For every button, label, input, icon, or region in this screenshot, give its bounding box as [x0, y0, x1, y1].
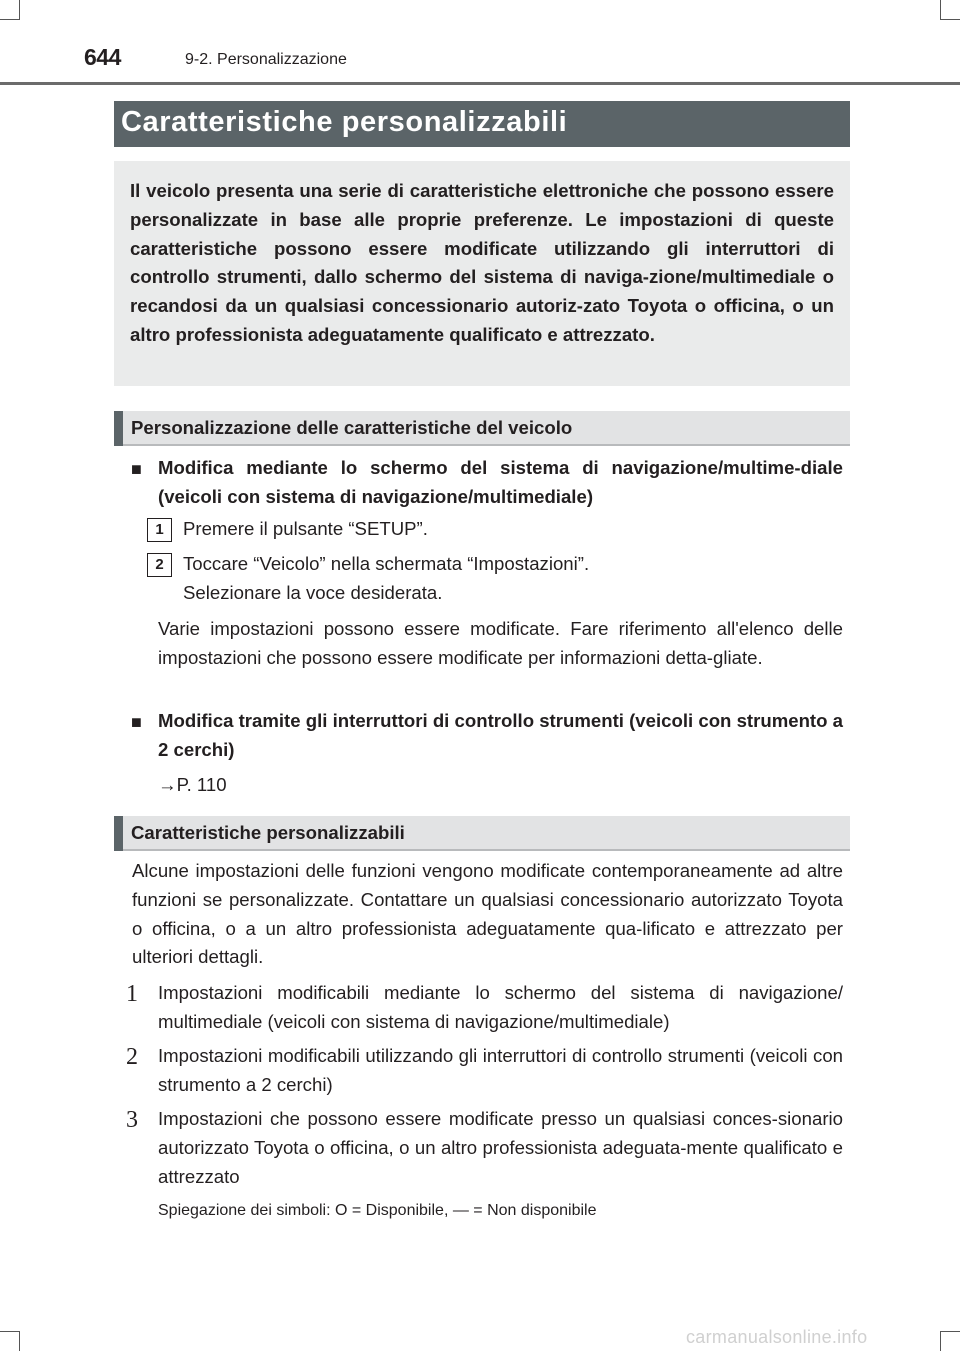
intro-box	[114, 161, 850, 386]
title-bar	[114, 101, 850, 147]
circled-number-icon: 3	[126, 1107, 138, 1133]
step-text: Toccare “Veicolo” nella schermata “Impostazioni”.	[183, 553, 590, 574]
crop-mark	[0, 19, 20, 20]
legend-item-text: Impostazioni che possono essere modificate presso un qualsiasi conces-sionario autorizzato Toyota o officina, o un altro professionista adeguata-mente qualificato e attrezzato	[158, 1108, 843, 1187]
circled-number-icon: 1	[126, 981, 138, 1007]
legend-item-text: Impostazioni modificabili mediante lo schermo del sistema di navigazione/ multimediale (veicoli con sistema di navigazione/multimediale)	[158, 982, 843, 1032]
symbols-note: Spiegazione dei simboli: O = Disponibile, — = Non disponibile	[158, 1202, 597, 1219]
step-number-box: 2	[147, 553, 172, 577]
crop-mark	[19, 0, 20, 20]
step-number-box: 1	[147, 518, 172, 542]
step-text: Premere il pulsante “SETUP”.	[183, 518, 428, 539]
watermark: carmanualsonline.info	[686, 1327, 868, 1347]
crop-mark	[0, 1331, 20, 1332]
intro-text: Il veicolo presenta una serie di caratteristiche elettroniche che possono essere personalizzate in base alle proprie preferenze. Le impostazioni di queste caratteristiche possono essere modificate utilizzando gli interruttori di controllo strumenti, dallo schermo del sistema di naviga-zione/multimediale o recandosi da un qualsiasi concessionario autoriz-zato Toyota o officina, o un altro professionista adeguatamente qualificato e attrezzato.	[130, 180, 834, 345]
section-heading-text: Personalizzazione delle caratteristiche del veicolo	[131, 417, 573, 438]
crop-mark	[940, 19, 960, 20]
item-title: Modifica tramite gli interruttori di controllo strumenti (veicoli con strumento a 2 cerchi)	[158, 710, 843, 760]
heading-accent-bar	[114, 816, 123, 851]
section-body: Alcune impostazioni delle funzioni vengono modificate contemporaneamente ad altre funzioni se personalizzate. Contattare un qualsiasi concessionario autorizzato Toyota o officina, o a un altro professionista adeguatamente qua-lificato e attrezzato per ulteriori dettagli.	[132, 860, 843, 968]
crop-mark	[940, 1331, 941, 1351]
square-bullet-icon: ■	[131, 712, 142, 732]
item-title: Modifica mediante lo schermo del sistema di navigazione/multime-diale (veicoli con sistema di navigazione/multimediale)	[158, 457, 843, 507]
heading-accent-bar	[114, 411, 123, 446]
item-body: Varie impostazioni possono essere modificate. Fare riferimento all'elenco delle impostazioni che possono essere modificate per informazioni detta-gliate.	[158, 618, 843, 668]
section-heading-text: Caratteristiche personalizzabili	[131, 822, 405, 843]
crop-mark	[19, 1331, 20, 1351]
circled-number-icon: 2	[126, 1044, 138, 1070]
header-rule	[0, 82, 960, 85]
page-reference-link[interactable]: →P. 110	[158, 774, 227, 795]
square-bullet-icon: ■	[131, 459, 142, 479]
step-text-extra: Selezionare la voce desiderata.	[183, 582, 443, 603]
section-heading	[114, 411, 850, 446]
crop-mark	[940, 1331, 960, 1332]
section-heading	[114, 816, 850, 851]
page-number: 644	[84, 44, 121, 70]
crop-mark	[940, 0, 941, 20]
section-path: 9-2. Personalizzazione	[185, 51, 347, 68]
page-title: Caratteristiche personalizzabili	[121, 106, 568, 138]
legend-item-text: Impostazioni modificabili utilizzando gli interruttori di controllo strumenti (veicoli con strumento a 2 cerchi)	[158, 1045, 843, 1095]
